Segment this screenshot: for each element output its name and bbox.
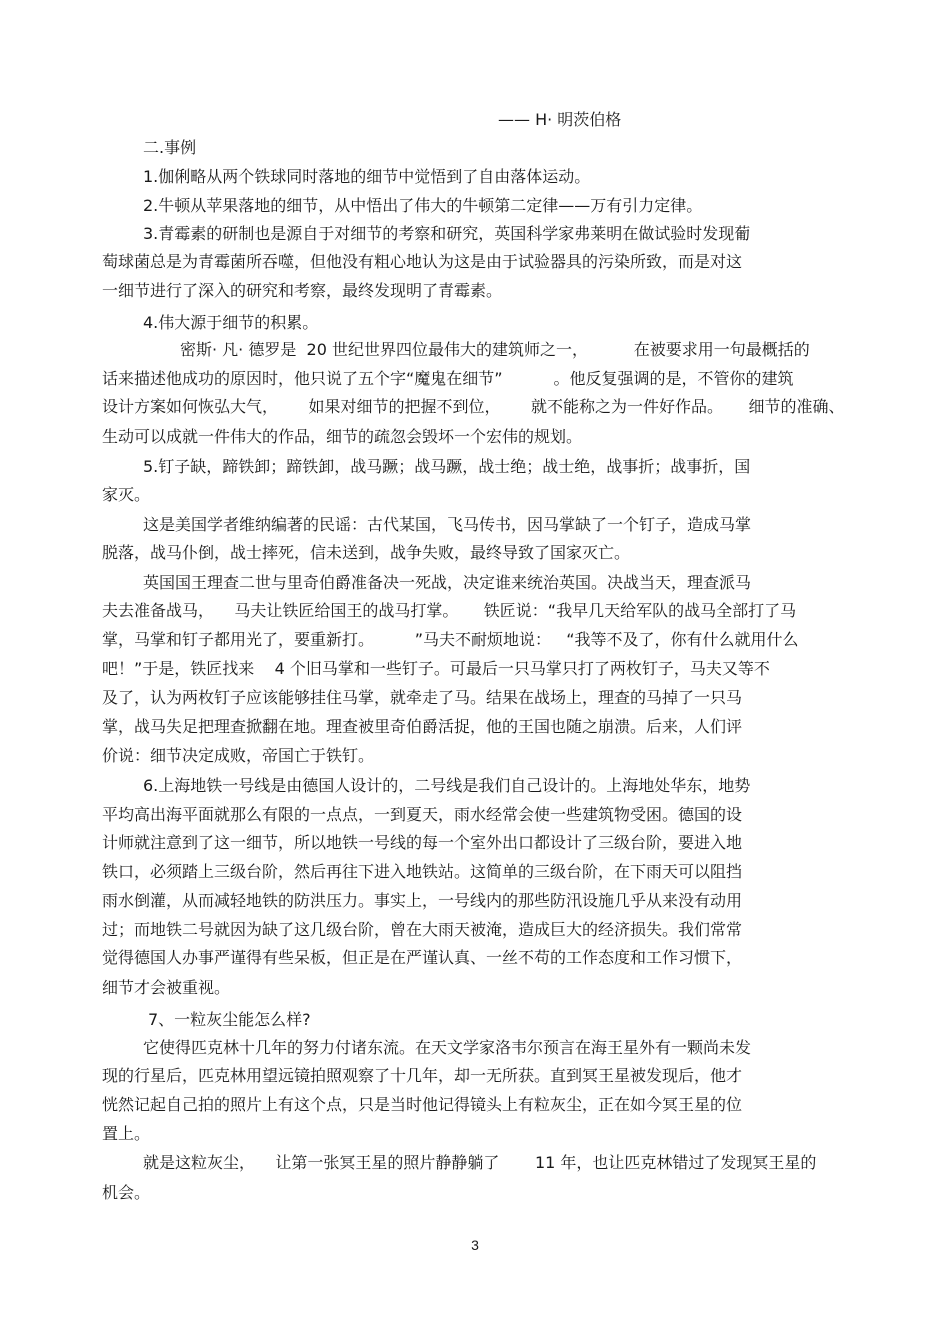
body-line: 这是美国学者维纳编著的民谣：古代某国，飞马传书，因马掌缺了一个钉子，造成马掌 [143,515,752,534]
body-line: 脱落，战马仆倒，战士摔死，信未送到，战争失败，最终导致了国家灭亡。 [102,543,631,562]
body-line: 机会。 [102,1183,151,1202]
body-line: 6.上海地铁一号线是由德国人设计的，二号线是我们自己设计的。上海地处华东，地势 [143,776,751,795]
body-line: 7、一粒灰尘能怎么样? [148,1010,311,1029]
body-line: 英国国王理查二世与里奇伯爵准备决一死战，决定谁来统治英国。决战当天，理查派马 [143,573,752,592]
attribution: —— H· 明茨伯格 [498,110,622,129]
body-line: 2.牛顿从苹果落地的细节，从中悟出了伟大的牛顿第二定律——万有引力定律。 [143,196,703,215]
body-line: 萄球菌总是为青霉菌所吞噬，但他没有粗心地认为这是由于试验器具的污染所致，而是对这 [102,252,743,271]
body-line: 一细节进行了深入的研究和考察，最终发现明了青霉素。 [102,281,503,300]
body-line: 置上。 [102,1124,151,1143]
page-number: 3 [471,1237,479,1253]
body-line: 设计方案如何恢弘大气， 如果对细节的把握不到位， 就不能称之为一件好作品。 细节的准确、 [102,397,845,416]
body-line: 铁口，必须踏上三级台阶，然后再往下进入地铁站。这简单的三级台阶，在下雨天可以阻挡 [102,862,743,881]
body-line: 恍然记起自己拍的照片上有这个点，只是当时他记得镜头上有粒灰尘，正在如今冥王星的位 [102,1095,743,1114]
body-line: 计师就注意到了这一细节，所以地铁一号线的每一个室外出口都设计了三级台阶，要进入地 [102,833,743,852]
body-line: 4.伟大源于细节的积累。 [143,313,319,332]
body-line: 细节才会被重视。 [102,978,231,997]
body-line: 吧！”于是，铁匠找来 4 个旧马掌和一些钉子。可最后一只马掌只打了两枚钉子，马夫又等不 [102,659,770,678]
section-heading: 二.事例 [143,138,197,157]
body-line: 密斯· 凡· 德罗是 20 世纪世界四位最伟大的建筑师之一， 在被要求用一句最概括的 [180,340,810,359]
body-line: 平均高出海平面就那么有限的一点点，一到夏天，雨水经常会使一些建筑物受困。德国的设 [102,805,743,824]
body-line: 过；而地铁二号就因为缺了这几级台阶，曾在大雨天被淹，造成巨大的经济损失。我们常常 [102,920,743,939]
body-line: 觉得德国人办事严谨得有些呆板，但正是在严谨认真、一丝不苟的工作态度和工作习惯下， [102,948,743,967]
body-line: 1.伽俐略从两个铁球同时落地的细节中觉悟到了自由落体运动。 [143,167,591,186]
body-line: 话来描述他成功的原因时，他只说了五个字“魔鬼在细节” 。他反复强调的是，不管你的建筑 [102,369,794,388]
body-line: 现的行星后，匹克林用望远镜拍照观察了十几年，却一无所获。直到冥王星被发现后，他才 [102,1066,743,1085]
body-line: 它使得匹克林十几年的努力付诸东流。在天文学家洛韦尔预言在海王星外有一颗尚未发 [143,1038,752,1057]
body-line: 及了，认为两枚钉子应该能够挂住马掌，就牵走了马。结果在战场上，理查的马掉了一只马 [102,688,743,707]
body-line: 生动可以成就一件伟大的作品，细节的疏忽会毁坏一个宏伟的规划。 [102,427,583,446]
body-line: 就是这粒灰尘， 让第一张冥王星的照片静静躺了 11 年，也让匹克林错过了发现冥王星的 [143,1153,817,1172]
body-line: 家灭。 [102,485,151,504]
body-line: 掌，马掌和钉子都用光了，要重新打。 ”马夫不耐烦地说： “我等不及了，你有什么就用什么 [102,630,799,649]
body-line: 5.钉子缺，蹄铁卸；蹄铁卸，战马蹶；战马蹶，战士绝；战士绝，战事折；战事折，国 [143,457,751,476]
body-line: 雨水倒灌，从而减轻地铁的防洪压力。事实上，一号线内的那些防汛设施几乎从来没有动用 [102,891,743,910]
body-line: 3.青霉素的研制也是源自于对细节的考察和研究，英国科学家弗莱明在做试验时发现葡 [143,224,751,243]
body-line: 价说：细节决定成败，帝国亡于铁钉。 [102,746,375,765]
body-line: 夫去准备战马， 马夫让铁匠给国王的战马打掌。 铁匠说：“我早几天给军队的战马全部打了马 [102,601,797,620]
body-line: 掌，战马失足把理查掀翻在地。理查被里奇伯爵活捉，他的王国也随之崩溃。后来，人们评 [102,717,743,736]
